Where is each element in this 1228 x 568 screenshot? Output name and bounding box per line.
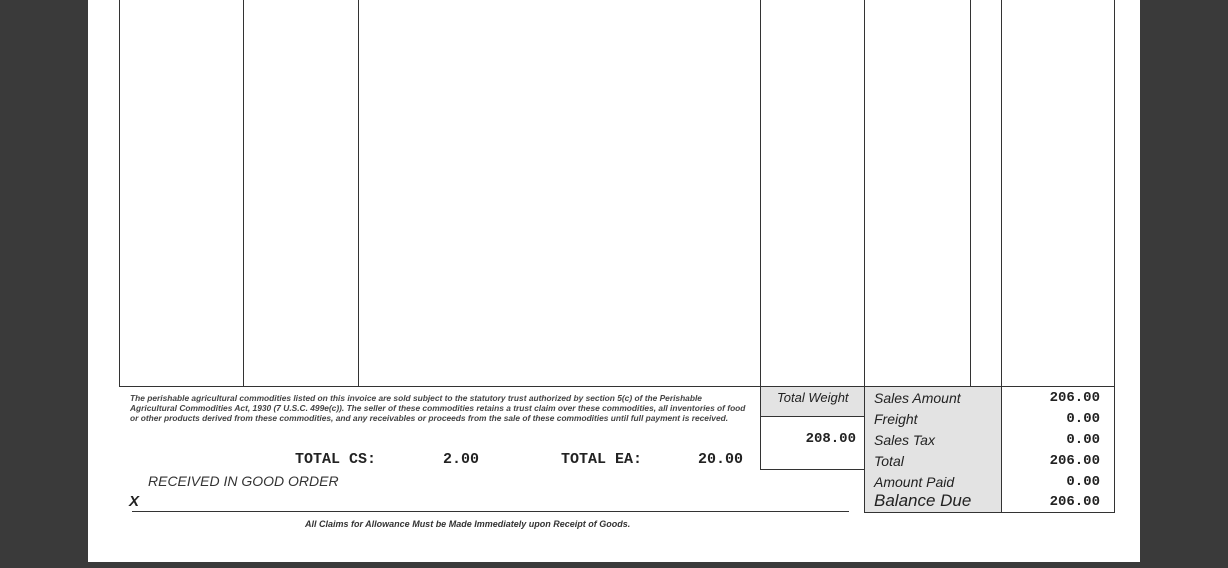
grid-column-divider	[760, 0, 761, 470]
total-weight-label: Total Weight	[777, 390, 849, 405]
sales-tax-value: 0.00	[1066, 432, 1100, 448]
sales-tax-label: Sales Tax	[874, 432, 935, 448]
balance-due-value: 206.00	[1049, 494, 1100, 510]
grid-right-border	[1114, 0, 1115, 513]
signature-line	[132, 511, 849, 512]
claims-notice: All Claims for Allowance Must be Made Immediately upon Receipt of Goods.	[305, 519, 631, 529]
total-weight-value: 208.00	[805, 431, 856, 447]
grid-column-divider	[243, 0, 244, 387]
freight-label: Freight	[874, 411, 918, 427]
balance-due-label: Balance Due	[874, 491, 972, 510]
invoice-page	[88, 0, 1140, 562]
sales-amount-label: Sales Amount	[874, 390, 961, 406]
summary-box-bottom	[864, 512, 1115, 513]
grid-bottom-border	[119, 386, 1115, 387]
total-label: Total	[874, 453, 904, 469]
total-cs-value: 2.00	[443, 451, 480, 468]
total-ea-label: TOTAL EA:	[561, 451, 643, 468]
amount-paid-label: Amount Paid	[874, 474, 955, 490]
signature-x-mark: X	[129, 493, 140, 510]
total-cs-label: TOTAL CS:	[295, 451, 377, 468]
grid-column-divider	[970, 0, 971, 387]
total-value: 206.00	[1049, 453, 1100, 469]
grid-column-divider	[864, 0, 865, 513]
received-in-good-order: RECEIVED IN GOOD ORDER	[148, 473, 339, 489]
total-ea-value: 20.00	[698, 451, 744, 468]
freight-value: 0.00	[1066, 411, 1100, 427]
grid-column-divider	[358, 0, 359, 387]
weight-divider	[760, 416, 865, 417]
paca-trust-notice: The perishable agricultural commodities listed on this invoice are sold subject to the statutory trust authorized by section 5(c) of the Perishable Agricultural Commodities Act, 1930 (7 U.S.C. 499e(c)). The seller of these commodities retains a trust claim over these commodities, all inventories of food or other products derived from these commodities, and any receivables or proceeds from the sale of these commodities until full payment is received.	[130, 393, 746, 423]
grid-left-border	[119, 0, 120, 387]
amount-paid-value: 0.00	[1066, 474, 1100, 490]
weight-box-bottom	[760, 469, 865, 470]
sales-amount-value: 206.00	[1049, 390, 1100, 406]
